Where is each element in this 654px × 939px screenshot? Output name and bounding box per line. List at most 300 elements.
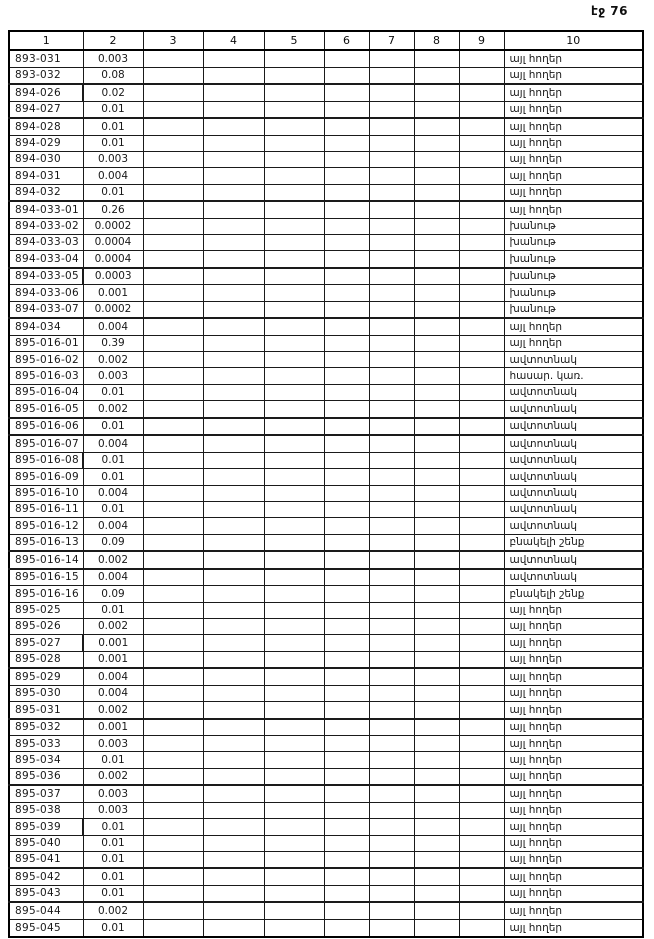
empty-cell [203,201,264,218]
table-row [9,469,643,485]
table-row [9,501,643,517]
area-value-cell: 0.003 [83,802,143,818]
empty-cell [324,301,369,318]
empty-cell [143,201,203,218]
land-use-cell: այլ հողեր [504,151,643,167]
table-row [9,118,643,135]
empty-cell [203,151,264,167]
table-row [9,719,643,736]
table-row [9,534,643,551]
land-use-cell: այլ հողեր [504,619,643,635]
empty-cell [324,118,369,135]
table-row [9,802,643,818]
empty-cell [143,785,203,802]
area-value-cell: 0.002 [83,902,143,919]
empty-cell [203,919,264,937]
empty-cell [143,285,203,301]
parcel-code-cell: 895-016-11 [9,501,83,517]
empty-cell [143,184,203,201]
empty-cell [369,651,414,668]
parcel-code-cell: 895-042 [9,868,83,885]
land-use-cell: այլ հողեր [504,752,643,768]
empty-cell [324,619,369,635]
empty-cell [369,802,414,818]
empty-cell [143,301,203,318]
land-use-cell: այլ հողեր [504,919,643,937]
empty-cell [203,602,264,618]
area-value-cell: 0.01 [83,851,143,868]
land-use-cell: ավտոտնակ [504,485,643,501]
parcel-code-cell: 894-030 [9,151,83,167]
empty-cell [143,501,203,517]
table-row [9,885,643,902]
land-use-cell: այլ հողեր [504,668,643,685]
column-header: 10 [504,31,643,50]
land-use-cell: ավտոտնակ [504,401,643,418]
area-value-cell: 0.004 [83,569,143,586]
empty-cell [143,452,203,468]
table-row [9,218,643,234]
empty-cell [369,501,414,517]
empty-cell [143,719,203,736]
empty-cell [324,435,369,452]
table-row [9,67,643,84]
empty-cell [324,586,369,602]
area-value-cell: 0.01 [83,101,143,118]
empty-cell [203,301,264,318]
empty-cell [324,819,369,835]
land-use-cell: այլ հողեր [504,868,643,885]
area-value-cell: 0.003 [83,736,143,752]
empty-cell [143,685,203,701]
empty-cell [459,235,504,251]
empty-cell [324,135,369,151]
land-use-cell: այլ հողեր [504,67,643,84]
empty-cell [203,50,264,67]
parcel-code-cell: 894-026 [9,84,83,101]
land-use-cell: այլ հողեր [504,184,643,201]
empty-cell [459,586,504,602]
empty-cell [414,251,459,268]
empty-cell [203,719,264,736]
land-use-cell: խանութ [504,285,643,301]
empty-cell [264,819,324,835]
empty-cell [264,352,324,368]
empty-cell [143,651,203,668]
parcel-code-cell: 894-033-05 [9,268,83,285]
empty-cell [324,401,369,418]
empty-cell [264,619,324,635]
empty-cell [203,384,264,400]
empty-cell [324,768,369,785]
parcel-code-cell: 894-029 [9,135,83,151]
empty-cell [414,67,459,84]
table-row [9,851,643,868]
table-row [9,602,643,618]
land-use-cell: այլ հողեր [504,50,643,67]
table-row [9,619,643,635]
empty-cell [369,602,414,618]
empty-cell [324,569,369,586]
land-use-cell: ավտոտնակ [504,452,643,468]
area-value-cell: 0.002 [83,702,143,719]
empty-cell [203,534,264,551]
empty-cell [414,418,459,436]
empty-cell [369,135,414,151]
empty-cell [264,702,324,719]
empty-cell [459,868,504,885]
empty-cell [459,67,504,84]
land-use-cell: այլ հողեր [504,118,643,135]
land-use-cell: հասար. կառ. [504,368,643,384]
empty-cell [459,135,504,151]
empty-cell [143,518,203,534]
parcel-code-cell: 895-045 [9,919,83,937]
parcel-code-cell: 895-016-05 [9,401,83,418]
empty-cell [414,868,459,885]
parcel-code-cell: 895-041 [9,851,83,868]
empty-cell [324,368,369,384]
table-row [9,50,643,67]
empty-cell [369,118,414,135]
empty-cell [459,301,504,318]
table-row [9,251,643,268]
empty-cell [203,736,264,752]
table-header-row [9,31,643,50]
empty-cell [143,118,203,135]
empty-cell [369,435,414,452]
empty-cell [459,452,504,468]
empty-cell [203,768,264,785]
parcel-code-cell: 895-016-08 [9,452,83,468]
empty-cell [143,352,203,368]
parcel-code-cell: 895-039 [9,819,83,835]
empty-cell [264,67,324,84]
empty-cell [414,619,459,635]
empty-cell [459,569,504,586]
empty-cell [143,551,203,569]
area-value-cell: 0.002 [83,619,143,635]
land-use-cell: այլ հողեր [504,851,643,868]
empty-cell [324,551,369,569]
land-use-cell: խանութ [504,218,643,234]
empty-cell [414,118,459,135]
empty-cell [264,518,324,534]
land-use-cell: այլ հողեր [504,335,643,351]
empty-cell [459,501,504,517]
table-row [9,268,643,285]
empty-cell [264,218,324,234]
parcel-code-cell: 895-016-04 [9,384,83,400]
empty-cell [459,752,504,768]
parcel-code-cell: 895-025 [9,602,83,618]
empty-cell [143,485,203,501]
empty-cell [324,101,369,118]
empty-cell [369,301,414,318]
empty-cell [143,84,203,101]
empty-cell [264,285,324,301]
empty-cell [414,435,459,452]
empty-cell [459,168,504,184]
empty-cell [143,218,203,234]
empty-cell [369,518,414,534]
empty-cell [324,218,369,234]
empty-cell [324,84,369,101]
area-value-cell: 0.01 [83,919,143,937]
land-use-cell: բնակելի շենք [504,534,643,551]
empty-cell [264,485,324,501]
empty-cell [203,435,264,452]
land-use-cell: խանութ [504,268,643,285]
empty-cell [324,635,369,651]
empty-cell [324,785,369,802]
column-header: 8 [414,31,459,50]
empty-cell [143,668,203,685]
empty-cell [459,318,504,335]
empty-cell [369,685,414,701]
empty-cell [264,635,324,651]
table-row [9,452,643,468]
column-header: 2 [83,31,143,50]
empty-cell [324,501,369,517]
empty-cell [264,569,324,586]
table-row [9,485,643,501]
area-value-cell: 0.01 [83,384,143,400]
empty-cell [459,251,504,268]
empty-cell [203,885,264,902]
table-row [9,902,643,919]
land-use-cell: այլ հողեր [504,635,643,651]
empty-cell [264,401,324,418]
empty-cell [459,435,504,452]
empty-cell [264,868,324,885]
parcel-code-cell: 895-016-12 [9,518,83,534]
table-row [9,736,643,752]
empty-cell [324,268,369,285]
area-value-cell: 0.002 [83,551,143,569]
parcel-code-cell: 894-033-04 [9,251,83,268]
empty-cell [324,719,369,736]
empty-cell [264,251,324,268]
empty-cell [203,418,264,436]
empty-cell [414,168,459,184]
parcel-code-cell: 893-032 [9,67,83,84]
area-value-cell: 0.004 [83,668,143,685]
empty-cell [369,569,414,586]
empty-cell [414,235,459,251]
area-value-cell: 0.0002 [83,218,143,234]
empty-cell [203,452,264,468]
table-row [9,569,643,586]
empty-cell [143,235,203,251]
empty-cell [414,301,459,318]
area-value-cell: 0.08 [83,67,143,84]
land-use-cell: այլ հողեր [504,651,643,668]
empty-cell [459,84,504,101]
empty-cell [369,885,414,902]
empty-cell [459,919,504,937]
empty-cell [264,802,324,818]
area-value-cell: 0.003 [83,368,143,384]
empty-cell [203,335,264,351]
empty-cell [203,851,264,868]
empty-cell [414,719,459,736]
empty-cell [414,101,459,118]
empty-cell [203,651,264,668]
empty-cell [264,268,324,285]
empty-cell [459,635,504,651]
table-row [9,435,643,452]
empty-cell [143,469,203,485]
empty-cell [324,651,369,668]
parcel-code-cell: 895-029 [9,668,83,685]
empty-cell [324,485,369,501]
area-value-cell: 0.01 [83,602,143,618]
empty-cell [369,50,414,67]
empty-cell [369,702,414,719]
empty-cell [369,452,414,468]
cadastre-table [8,30,644,938]
empty-cell [143,702,203,719]
empty-cell [369,785,414,802]
empty-cell [459,268,504,285]
empty-cell [264,301,324,318]
empty-cell [264,435,324,452]
empty-cell [369,318,414,335]
empty-cell [369,168,414,184]
empty-cell [459,768,504,785]
column-header: 1 [9,31,83,50]
empty-cell [369,285,414,301]
empty-cell [414,335,459,351]
empty-cell [369,218,414,234]
empty-cell [143,435,203,452]
empty-cell [324,418,369,436]
empty-cell [143,851,203,868]
empty-cell [264,50,324,67]
empty-cell [414,551,459,569]
empty-cell [143,67,203,84]
empty-cell [143,101,203,118]
column-header: 3 [143,31,203,50]
empty-cell [369,485,414,501]
parcel-code-cell: 894-028 [9,118,83,135]
empty-cell [264,885,324,902]
empty-cell [459,50,504,67]
empty-cell [324,335,369,351]
empty-cell [143,885,203,902]
area-value-cell: 0.39 [83,335,143,351]
empty-cell [264,235,324,251]
land-use-cell: այլ հողեր [504,135,643,151]
empty-cell [264,151,324,167]
land-use-cell: այլ հողեր [504,785,643,802]
empty-cell [459,401,504,418]
table-row [9,668,643,685]
empty-cell [203,752,264,768]
empty-cell [459,685,504,701]
empty-cell [203,184,264,201]
empty-cell [264,835,324,851]
parcel-code-cell: 895-037 [9,785,83,802]
empty-cell [414,668,459,685]
empty-cell [414,501,459,517]
empty-cell [264,719,324,736]
empty-cell [203,785,264,802]
empty-cell [324,50,369,67]
empty-cell [369,752,414,768]
area-value-cell: 0.01 [83,135,143,151]
land-use-cell: այլ հողեր [504,885,643,902]
empty-cell [414,752,459,768]
empty-cell [143,919,203,937]
empty-cell [143,835,203,851]
empty-cell [459,736,504,752]
empty-cell [143,534,203,551]
parcel-code-cell: 895-016-13 [9,534,83,551]
empty-cell [324,235,369,251]
empty-cell [324,168,369,184]
empty-cell [414,368,459,384]
empty-cell [459,819,504,835]
land-use-cell: բնակելի շենք [504,586,643,602]
empty-cell [143,318,203,335]
empty-cell [324,285,369,301]
empty-cell [143,586,203,602]
empty-cell [459,651,504,668]
area-value-cell: 0.004 [83,435,143,452]
empty-cell [414,802,459,818]
empty-cell [324,668,369,685]
land-use-cell: ավտոտնակ [504,384,643,400]
empty-cell [414,50,459,67]
empty-cell [203,501,264,517]
table-row [9,919,643,937]
parcel-code-cell: 893-031 [9,50,83,67]
parcel-code-cell: 894-032 [9,184,83,201]
empty-cell [369,84,414,101]
empty-cell [369,251,414,268]
table-row [9,135,643,151]
empty-cell [203,101,264,118]
land-use-cell: այլ հողեր [504,902,643,919]
empty-cell [414,135,459,151]
empty-cell [203,168,264,184]
empty-cell [459,218,504,234]
empty-cell [369,201,414,218]
parcel-code-cell: 895-038 [9,802,83,818]
empty-cell [324,902,369,919]
area-value-cell: 0.01 [83,885,143,902]
empty-cell [203,635,264,651]
parcel-code-cell: 894-033-02 [9,218,83,234]
empty-cell [143,168,203,184]
area-value-cell: 0.01 [83,501,143,517]
area-value-cell: 0.003 [83,50,143,67]
empty-cell [143,50,203,67]
empty-cell [203,352,264,368]
empty-cell [459,184,504,201]
empty-cell [264,534,324,551]
empty-cell [414,84,459,101]
empty-cell [264,919,324,937]
empty-cell [143,619,203,635]
empty-cell [369,668,414,685]
empty-cell [414,218,459,234]
table-row [9,418,643,436]
table-row [9,685,643,701]
empty-cell [414,785,459,802]
